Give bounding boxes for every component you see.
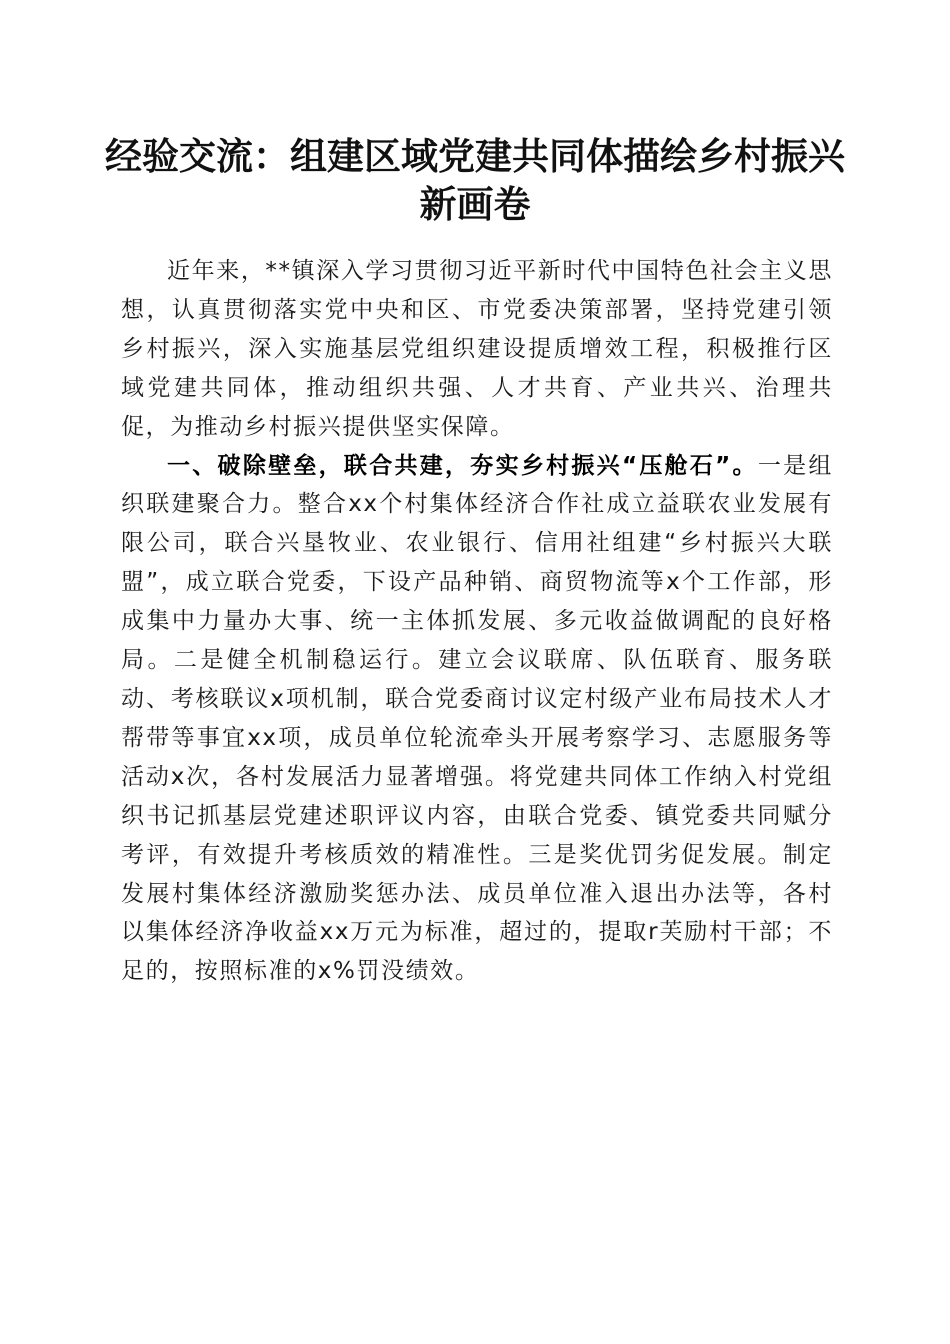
document-body — [121, 252, 833, 991]
title-line-1: 经验交流：组建区域党建共同体描绘乡村振兴 — [105, 134, 845, 178]
section-1-heading: 一、破除壁垒，联合共建，夯实乡村振兴“压舱石”。 — [167, 452, 758, 479]
section-1-text: 一是组织联建聚合力。整合xx个村集体经济合作社成立益联农业发展有限公司，联合兴垦牧业、农业银行、信用社组建“乡村振兴大联盟”，成立联合党委，下设产品种销、商贸物流等x个工作部，形成集中力量办大事、统一主体抓发展、多元收益做调配的良好格局。二是健全机制稳运行。建立会议联席、队伍联育、服务联动、考核联议x项机制，联合党委商讨议定村级产业布局技术人才帮带等事宜xx项，成员单位轮流牵头开展考察学习、志愿服务等活动x次，各村发展活力显著增强。将党建共同体工作纳入村党组织书记抓基层党建述职评议内容，由联合党委、镇党委共同赋分考评，有效提升考核质效的精准性。三是奖优罚劣促发展。制定发展村集体经济激励奖惩办法、成员单位准入退出办法等，各村以集体经济净收益xx万元为标准，超过的，提取r芙励村干部；不足的，按照标准的x%罚没绩效。 — [121, 452, 833, 985]
intro-text: 近年来，**镇深入学习贯彻习近平新时代中国特色社会主义思想，认真贯彻落实党中央和区、市党委决策部署，坚持党建引领乡村振兴，深入实施基层党组织建设提质增效工程，积极推行区域党建共同体，推动组织共强、人才共育、产业共兴、治理共促，为推动乡村振兴提供坚实保障。 — [121, 258, 833, 440]
title-line-2: 新画卷 — [419, 182, 531, 226]
section-1-paragraph — [121, 447, 833, 992]
intro-paragraph — [121, 252, 833, 447]
document-title — [100, 132, 850, 228]
